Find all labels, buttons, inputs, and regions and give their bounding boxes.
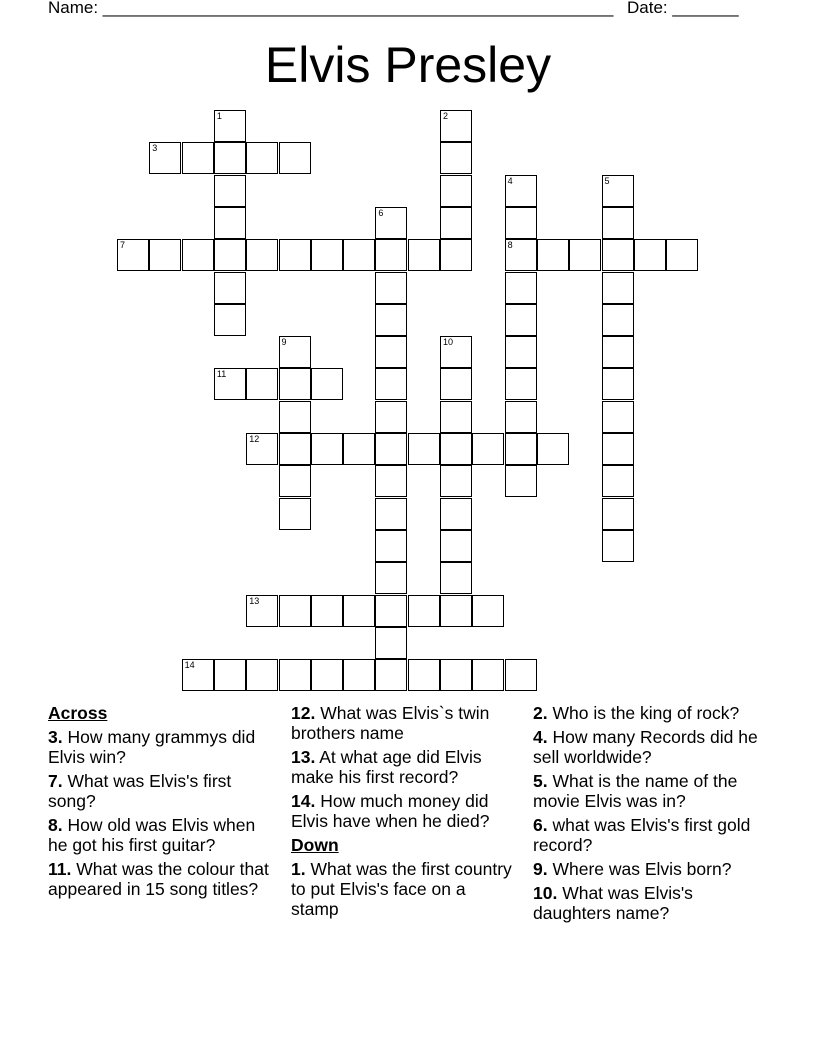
- down-clue: 4. How many Records did he sell worldwide?: [533, 727, 758, 767]
- grid-cell[interactable]: [149, 142, 181, 174]
- grid-cell[interactable]: [375, 207, 407, 239]
- grid-cell[interactable]: [182, 142, 214, 174]
- grid-cell[interactable]: [505, 336, 537, 368]
- cell-number: 3: [152, 143, 158, 154]
- down-clue: 9. Where was Elvis born?: [533, 859, 732, 879]
- grid-cell[interactable]: [311, 659, 343, 691]
- grid-cell[interactable]: [375, 595, 407, 627]
- grid-cell[interactable]: [343, 433, 375, 465]
- grid-cell[interactable]: [505, 175, 537, 207]
- grid-cell[interactable]: [375, 627, 407, 659]
- grid-cell[interactable]: [279, 498, 311, 530]
- grid-cell[interactable]: [279, 401, 311, 433]
- across-clue: 13. At what age did Elvis make his first record?: [291, 747, 482, 787]
- grid-cell[interactable]: [279, 465, 311, 497]
- grid-cell[interactable]: [440, 207, 472, 239]
- down-clue: 10. What was Elvis's daughters name?: [533, 883, 693, 923]
- across-clue: 3. How many grammys did Elvis win?: [48, 727, 256, 767]
- cell-number: 13: [249, 595, 260, 606]
- cell-number: 14: [184, 660, 195, 671]
- grid-cell[interactable]: [602, 272, 634, 304]
- grid-cell[interactable]: [505, 659, 537, 691]
- grid-cell[interactable]: [182, 659, 214, 691]
- grid-cell[interactable]: [440, 142, 472, 174]
- grid-cell[interactable]: [214, 239, 246, 271]
- grid-cell[interactable]: [440, 562, 472, 594]
- grid-cell[interactable]: [408, 433, 440, 465]
- across-heading: Across: [48, 703, 108, 723]
- grid-cell[interactable]: [602, 368, 634, 400]
- grid-cell[interactable]: [505, 401, 537, 433]
- cell-number: 5: [604, 175, 610, 186]
- grid-cell[interactable]: [214, 142, 246, 174]
- grid-cell[interactable]: [666, 239, 698, 271]
- grid-cell[interactable]: [440, 659, 472, 691]
- grid-cell[interactable]: [311, 368, 343, 400]
- down-clue: 6. what was Elvis's first gold record?: [533, 815, 751, 855]
- grid-cell[interactable]: [117, 239, 149, 271]
- cell-number: 9: [281, 337, 287, 348]
- date-field-label: Date: _______: [627, 0, 739, 17]
- grid-cell[interactable]: [375, 659, 407, 691]
- across-clue: 7. What was Elvis's first song?: [48, 771, 232, 811]
- grid-cell[interactable]: [246, 433, 278, 465]
- grid-cell[interactable]: [537, 239, 569, 271]
- down-clue: 2. Who is the king of rock?: [533, 703, 740, 723]
- grid-cell[interactable]: [472, 659, 504, 691]
- across-clue: 8. How old was Elvis when he got his first guitar?: [48, 815, 256, 855]
- cell-number: 7: [120, 240, 126, 251]
- grid-cell[interactable]: [602, 239, 634, 271]
- grid-cell[interactable]: [375, 498, 407, 530]
- grid-cell[interactable]: [375, 304, 407, 336]
- cell-number: 2: [443, 111, 449, 121]
- grid-cell[interactable]: [343, 239, 375, 271]
- grid-cell[interactable]: [311, 595, 343, 627]
- grid-cell[interactable]: [408, 659, 440, 691]
- grid-cell[interactable]: [311, 433, 343, 465]
- grid-cell[interactable]: [472, 433, 504, 465]
- clues-column-3: [533, 703, 763, 927]
- grid-cell[interactable]: [375, 368, 407, 400]
- clues-column-2: [291, 703, 516, 923]
- grid-cell[interactable]: [279, 142, 311, 174]
- grid-cell[interactable]: [505, 304, 537, 336]
- down-clue: 1. What was the first country to put Elvis's face on a stamp: [291, 859, 512, 919]
- grid-cell[interactable]: [408, 239, 440, 271]
- grid-cell[interactable]: [505, 433, 537, 465]
- grid-cell[interactable]: [246, 595, 278, 627]
- grid-cell[interactable]: [440, 175, 472, 207]
- grid-cell[interactable]: [375, 336, 407, 368]
- grid-cell[interactable]: [214, 207, 246, 239]
- grid-cell[interactable]: [602, 530, 634, 562]
- grid-cell[interactable]: [214, 110, 246, 142]
- grid-cell[interactable]: [602, 304, 634, 336]
- grid-cell[interactable]: [505, 368, 537, 400]
- clues-column-1: [48, 703, 278, 903]
- grid-cell[interactable]: [440, 239, 472, 271]
- grid-cell[interactable]: [279, 595, 311, 627]
- grid-cell[interactable]: [440, 595, 472, 627]
- cell-number: 10: [443, 337, 454, 348]
- grid-cell[interactable]: [440, 401, 472, 433]
- grid-cell[interactable]: [602, 433, 634, 465]
- grid-cell[interactable]: [214, 659, 246, 691]
- grid-cell[interactable]: [375, 272, 407, 304]
- grid-cell[interactable]: [279, 368, 311, 400]
- grid-cell[interactable]: [214, 175, 246, 207]
- across-clue: 11. What was the colour that appeared in 15 song titles?: [48, 859, 269, 899]
- grid-cell[interactable]: [279, 433, 311, 465]
- grid-cell[interactable]: [343, 659, 375, 691]
- grid-cell[interactable]: [311, 239, 343, 271]
- grid-cell[interactable]: [505, 272, 537, 304]
- cell-number: 11: [216, 369, 227, 380]
- grid-cell[interactable]: [440, 433, 472, 465]
- grid-cell[interactable]: [214, 368, 246, 400]
- grid-cell[interactable]: [375, 401, 407, 433]
- grid-cell[interactable]: [214, 272, 246, 304]
- grid-cell[interactable]: [440, 498, 472, 530]
- across-clue: 12. What was Elvis`s twin brothers name: [291, 703, 490, 743]
- name-field-label: Name: ______________________________________________________: [48, 0, 614, 17]
- cell-number: 4: [507, 175, 513, 186]
- across-clue: 14. How much money did Elvis have when he died?: [291, 791, 490, 831]
- grid-cell[interactable]: [149, 239, 181, 271]
- grid-cell[interactable]: [343, 595, 375, 627]
- grid-cell[interactable]: [408, 595, 440, 627]
- grid-cell[interactable]: [569, 239, 601, 271]
- grid-cell[interactable]: [472, 595, 504, 627]
- down-heading: Down: [291, 835, 339, 855]
- grid-cell[interactable]: [602, 336, 634, 368]
- grid-cell[interactable]: [440, 465, 472, 497]
- grid-cell[interactable]: [440, 368, 472, 400]
- grid-cell[interactable]: [634, 239, 666, 271]
- grid-cell[interactable]: [246, 239, 278, 271]
- grid-cell[interactable]: [602, 207, 634, 239]
- grid-cell[interactable]: [440, 110, 472, 142]
- grid-cell[interactable]: [505, 207, 537, 239]
- page-title: Elvis Presley: [264, 37, 552, 93]
- grid-cell[interactable]: [602, 175, 634, 207]
- grid-cell[interactable]: [602, 465, 634, 497]
- grid-cell[interactable]: [279, 659, 311, 691]
- grid-cell[interactable]: [375, 433, 407, 465]
- grid-cell[interactable]: [537, 433, 569, 465]
- grid-cell[interactable]: [246, 368, 278, 400]
- grid-cell[interactable]: [375, 239, 407, 271]
- grid-cell[interactable]: [375, 562, 407, 594]
- grid-cell[interactable]: [505, 465, 537, 497]
- grid-cell[interactable]: [182, 239, 214, 271]
- grid-cell[interactable]: [375, 465, 407, 497]
- grid-cell[interactable]: [440, 336, 472, 368]
- cell-number: 6: [378, 207, 384, 218]
- grid-cell[interactable]: [246, 659, 278, 691]
- grid-cell[interactable]: [279, 336, 311, 368]
- grid-cell[interactable]: [279, 239, 311, 271]
- grid-cell[interactable]: [505, 239, 537, 271]
- grid-cell[interactable]: [375, 530, 407, 562]
- grid-cell[interactable]: [602, 498, 634, 530]
- cell-number: 12: [249, 434, 260, 444]
- cell-number: 1: [216, 111, 222, 121]
- grid-cell[interactable]: [440, 530, 472, 562]
- cell-number: 8: [507, 240, 513, 251]
- grid-cell[interactable]: [214, 304, 246, 336]
- grid-cell[interactable]: [246, 142, 278, 174]
- grid-cell[interactable]: [602, 401, 634, 433]
- down-clue: 5. What is the name of the movie Elvis was in?: [533, 771, 738, 811]
